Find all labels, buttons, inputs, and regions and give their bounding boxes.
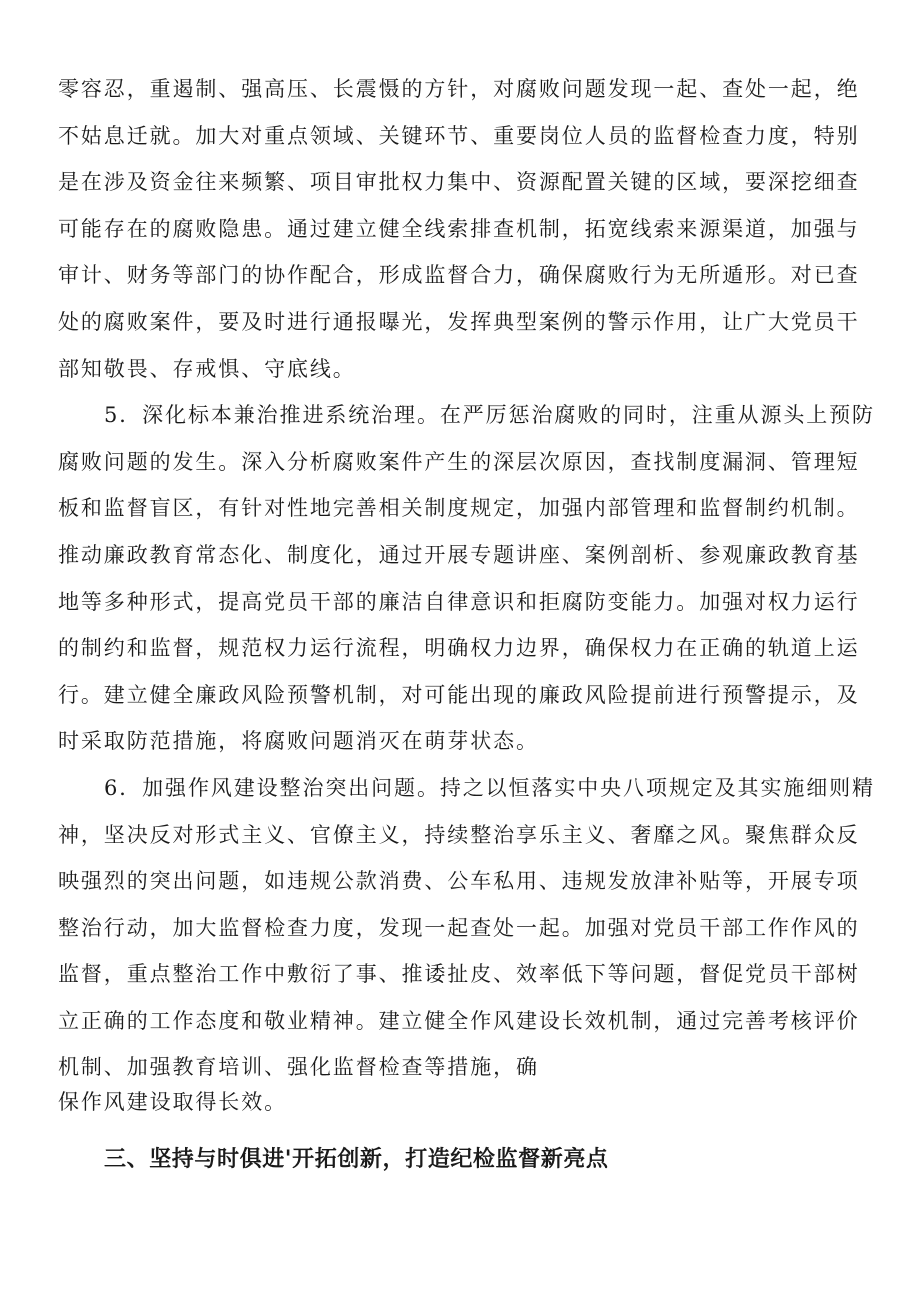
text-line: 行。建立健全廉政风险预警机制，对可能出现的廉政风险提前进行预警提示，及 [58,682,860,707]
paragraph-2-deepen-governance [58,392,874,765]
text-line: 可能存在的腐败隐患。通过建立健全线索排查机制，拓宽线索来源渠道，加强与 [58,216,860,241]
text-line: 腐败问题的发生。深入分析腐败案件产生的深层次原因，查找制度漏洞、管理短 [58,449,860,474]
text-line: 神，坚决反对形式主义、官僚主义，持续整治享乐主义、奢靡之风。聚焦群众反 [58,822,860,847]
text-line: 零容忍，重遏制、强高压、长震慑的方针，对腐败问题发现一起、查处一起，绝 [58,77,860,101]
text-line: 监督，重点整治工作中敷衍了事、推诿扯皮、效率低下等问题，督促党员干部树 [58,962,860,987]
text-line: 6．加强作风建设整治突出问题。持之以恒落实中央八项规定及其实施细则精 [104,775,875,800]
text-line: 是在涉及资金往来频繁、项目审批权力集中、资源配置关键的区域，要深挖细查 [58,170,860,195]
text-line: 时采取防范措施，将腐败问题消灭在萌芽状态。 [58,729,539,754]
text-line: 处的腐败案件，要及时进行通报曝光，发挥典型案例的警示作用，让广大党员干 [58,309,860,334]
text-line: 审计、财务等部门的协作配合，形成监督合力，确保腐败行为无所遁形。对已查 [58,263,860,288]
text-line: 机制、加强教育培训、强化监督检查等措施，确 [58,1055,539,1080]
text-line: 的制约和监督，规范权力运行流程，明确权力边界，确保权力在正确的轨道上运 [58,636,860,661]
text-line: 不姑息迁就。加大对重点领域、关键环节、重要岗位人员的监督检查力度，特别 [58,123,860,148]
text-line: 立正确的工作态度和敬业精神。建立健全作风建设长效机制，通过完善考核评价 [58,1008,860,1033]
document-page [58,66,874,1180]
text-line: 整治行动，加大监督检查力度，发现一起查处一起。加强对党员干部工作作风的 [58,915,860,940]
text-line: 部知敬畏、存戒惧、守底线。 [58,356,356,381]
paragraph-1 [58,66,874,392]
text-line: 地等多种形式，提高党员干部的廉洁自律意识和拒腐防变能力。加强对权力运行 [58,589,860,614]
paragraph-3-work-style [58,765,874,1126]
text-line: 板和监督盲区，有针对性地完善相关制度规定，加强内部管理和监督制约机制。 [58,496,860,521]
text-line: 映强烈的突出问题，如违规公款消费、公车私用、违规发放津补贴等，开展专项 [58,869,860,894]
section-heading: 三、坚持与时俱进'开拓创新，打造纪检监督新亮点 [104,1146,609,1172]
text-line: 5．深化标本兼治推进系统治理。在严厉惩治腐败的同时，注重从源头上预防 [104,403,875,428]
text-line: 推动廉政教育常态化、制度化，通过开展专题讲座、案例剖析、参观廉政教育基 [58,542,860,567]
text-line: 保作风建设取得长效。 [58,1090,287,1115]
